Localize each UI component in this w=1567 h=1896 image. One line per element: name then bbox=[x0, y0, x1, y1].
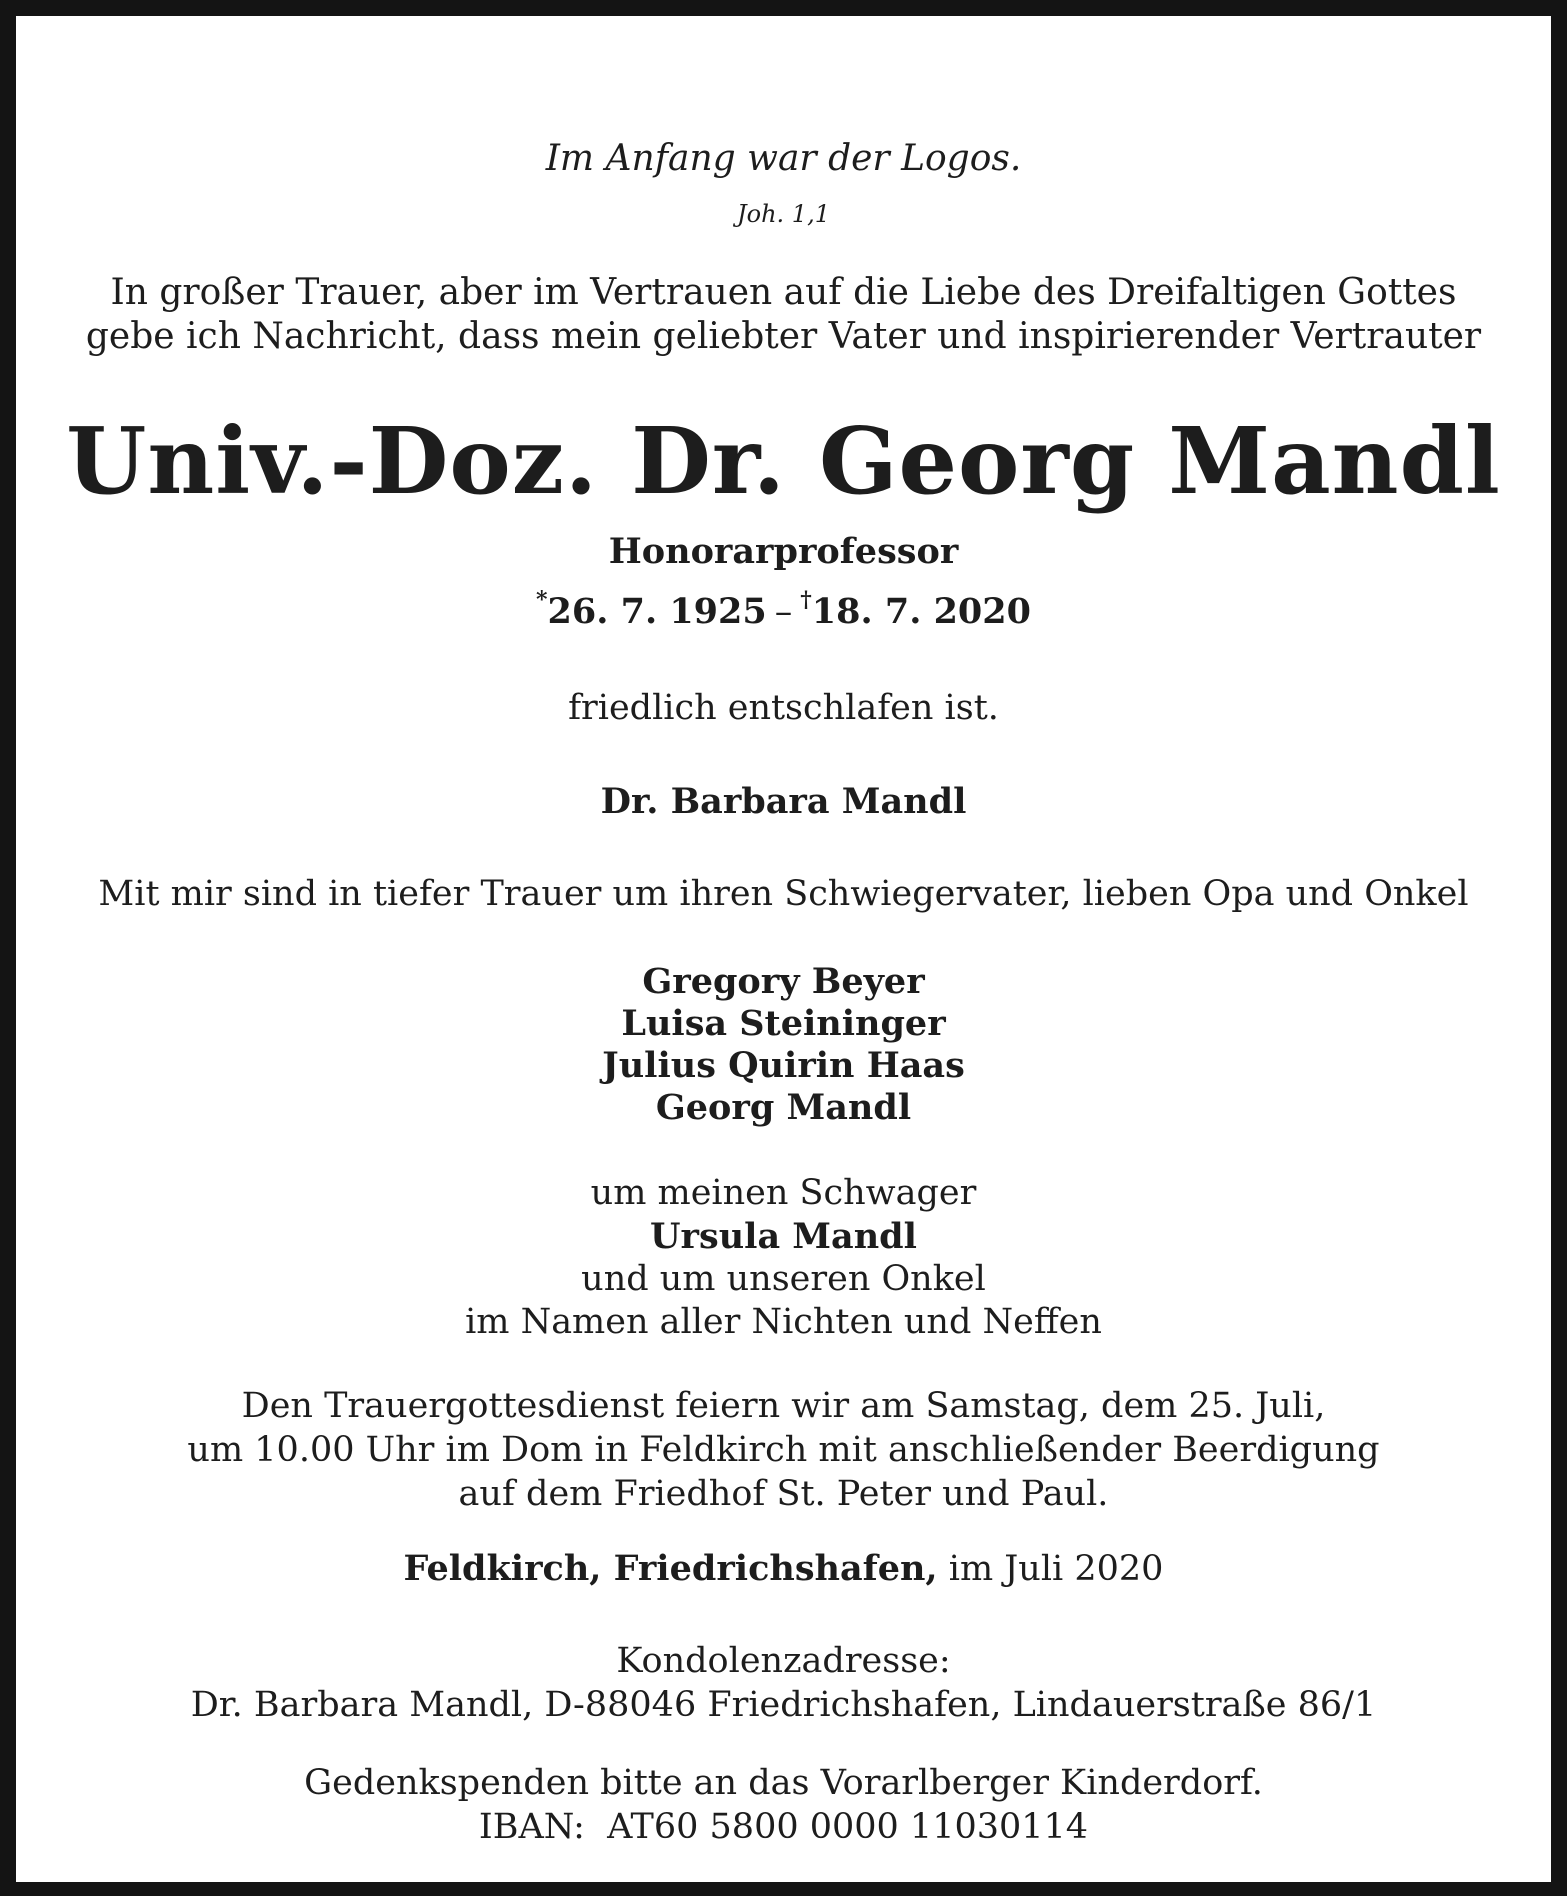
death-date: 18. 7. 2020 bbox=[811, 591, 1031, 632]
mourners-list bbox=[16, 961, 1551, 1129]
service-line-1: Den Trauergottesdienst feiern wir am Samstag, dem 25. Juli, bbox=[241, 1386, 1326, 1426]
intro-line-1: In großer Trauer, aber im Vertrauen auf die Liebe des Dreifaltigen Gottes bbox=[110, 272, 1457, 313]
mourner-name: Luisa Steininger bbox=[621, 1003, 946, 1044]
in-law-name: Ursula Mandl bbox=[650, 1216, 917, 1257]
signer-name: Dr. Barbara Mandl bbox=[600, 781, 967, 822]
in-law-line-2: und um unseren Onkel bbox=[581, 1259, 986, 1299]
life-dates bbox=[16, 587, 1551, 632]
intro-text bbox=[16, 271, 1551, 359]
mourning-text: Mit mir sind in tiefer Trauer um ihren Schwiegervater, lieben Opa und Onkel bbox=[98, 874, 1469, 914]
death-symbol: † bbox=[800, 587, 812, 613]
funeral-service-text bbox=[16, 1384, 1551, 1516]
places: Feldkirch, Friedrichshafen, bbox=[403, 1548, 938, 1589]
condolence-address-text: Dr. Barbara Mandl, D-88046 Friedrichshafen, Lindauerstraße 86/1 bbox=[190, 1685, 1377, 1725]
deceased-name: Univ.-Doz. Dr. Georg Mandl bbox=[66, 407, 1501, 515]
donation-text: Gedenkspenden bitte an das Vorarlberger Kinderdorf. bbox=[304, 1763, 1263, 1803]
service-line-2: um 10.00 Uhr im Dom in Feldkirch mit anschließender Beerdigung bbox=[187, 1430, 1380, 1470]
in-law-block bbox=[16, 1172, 1551, 1344]
in-law-line-1: um meinen Schwager bbox=[590, 1173, 977, 1213]
date-separator: – bbox=[774, 592, 793, 632]
passed-text: friedlich entschlafen ist. bbox=[568, 688, 999, 728]
birth-date: 26. 7. 1925 bbox=[547, 591, 767, 632]
mourner-name: Georg Mandl bbox=[655, 1087, 912, 1128]
deceased-title: Honorarprofessor bbox=[608, 531, 959, 572]
donation-info bbox=[16, 1761, 1551, 1849]
bible-quote: Im Anfang war der Logos. bbox=[545, 138, 1022, 179]
service-line-3: auf dem Friedhof St. Peter und Paul. bbox=[458, 1474, 1109, 1514]
mourner-name: Gregory Beyer bbox=[642, 961, 925, 1002]
mourner-name: Julius Quirin Haas bbox=[602, 1045, 965, 1086]
condolence-address bbox=[16, 1639, 1551, 1727]
donation-iban: IBAN: AT60 5800 0000 11030114 bbox=[478, 1807, 1089, 1847]
bible-reference: Joh. 1,1 bbox=[737, 200, 830, 228]
notice-date: im Juli 2020 bbox=[948, 1549, 1164, 1589]
condolence-label: Kondolenzadresse: bbox=[616, 1641, 951, 1681]
in-law-line-3: im Namen aller Nichten und Neffen bbox=[465, 1302, 1102, 1342]
intro-line-2: gebe ich Nachricht, dass mein geliebter Vater und inspirierender Vertrauter bbox=[85, 316, 1482, 357]
place-and-date bbox=[16, 1548, 1551, 1589]
birth-symbol: * bbox=[536, 587, 548, 613]
